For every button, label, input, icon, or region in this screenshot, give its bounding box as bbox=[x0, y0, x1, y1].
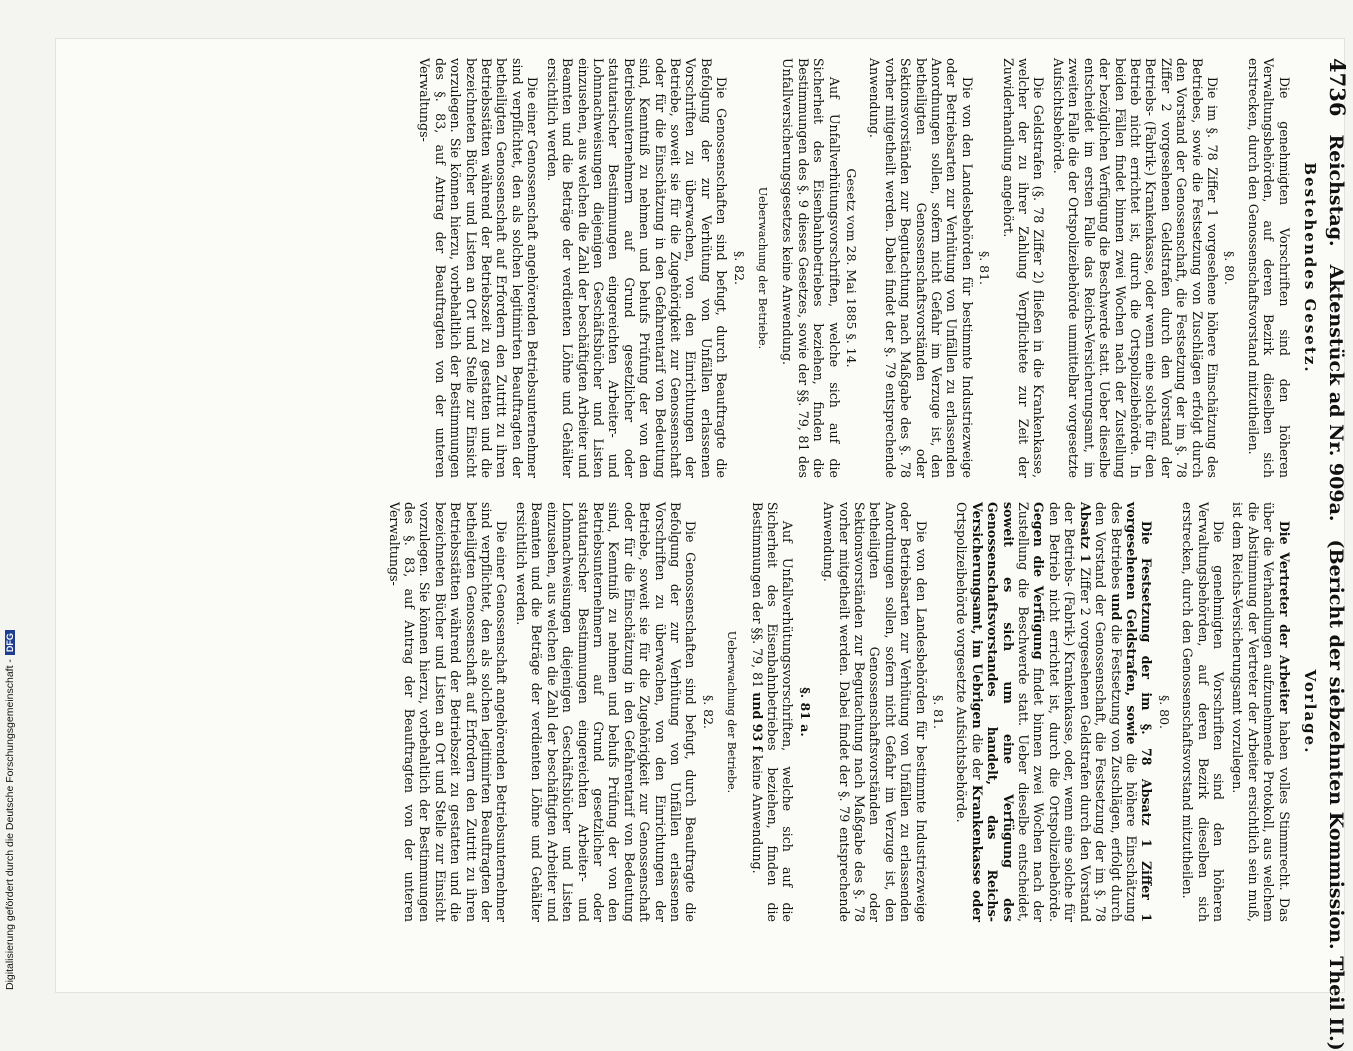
left-p81-text: Die von den Landesbehörden für bestimmte Industriezweige oder Betriebsarten zur Verhütung von Unfällen zu erlassenden Anordnungen sollen, sofern nicht Gefahr im Verzuge ist, den betheiligten Genossenschaftsvorständen oder Sektionsvorständen zur Begutachtung nach Maßgabe des §. 78 vorher mitgetheilt werden. Dabei findet der §. 79 entsprechende Anwendung. bbox=[867, 58, 975, 478]
left-gesetz-ref: Gesetz vom 28. Mai 1885 §. 14. bbox=[844, 168, 860, 368]
right-p80-text4: findet binnen zwei Wochen nach der Zustellung die Beschwerde statt. Ueber dieselbe entscheidet, bbox=[1016, 502, 1047, 923]
left-ueberwachung-heading: Ueberwachung der Betriebe. bbox=[756, 186, 769, 350]
right-intro2: Die genehmigten Vorschriften sind den höheren Verwaltungsbehörden, auf deren Bezirk dieselben sich erstrecken, durch den Genossenschaftsvorstand mitzutheilen. bbox=[1180, 502, 1226, 922]
right-ueberwachung-heading: Ueberwachung der Betriebe. bbox=[725, 630, 739, 794]
right-p80-bold5: soweit es sich um eine Verfügung des Genossenschaftsvorstandes handelt, das Reichs-Versicherungsamt, im Uebrigen bbox=[969, 502, 1016, 922]
right-p80-text6: Ortspolizeibehörde vorgesetzte Aufsichtsbehörde. bbox=[954, 502, 970, 823]
right-p82-text: Die Genossenschaften sind befugt, durch Beauftragte die Befolgung der zur Verhütung von Unfällen erlassenen Vorschriften zu überwachen, von den Einrichtungen der Betriebe, soweit sie für die Zugehörigkeit zur Genossenschaft oder für die Einschätzung in den Gefahrentarif von Bedeutung sind, Kenntniß zu nehmen und behufs Prüfung der von den Betriebsunternehmern auf Grund gesetzlicher oder statutarischer Bestimmungen eingereichten Arbeiter- und Lohnnachweisungen diejenigen Geschäftsbücher und Listen einzusehen, aus welchen die Zahl der beschäftigten Arbeiter und Beamten und die Beträge der verdienten Löhne und Gehälter ersichtlich werden. bbox=[513, 502, 699, 922]
right-p81a-text bbox=[749, 502, 795, 922]
right-intro1-bold: Die Vertreter der Arbeiter bbox=[1276, 520, 1292, 714]
header-reichstag: Reichstag. bbox=[1325, 134, 1347, 247]
left-p80-text: Die im §. 78 Ziffer 1 vorgesehene höhere Einschätzung des Betriebes, sowie die Festsetzung von Zuschlägen erfolgt durch den Vorstand der Genossenschaft, die Festsetzung der im §. 78 Ziffer 2 vorgesehenen Geldstrafen durch den Vorstand der Betriebs- (Fabrik-) Krankenkasse, oder wenn eine solche für den Betrieb nicht errichtet ist, durch die Ortspolizeibehörde. In beiden Fällen findet binnen zwei Wochen nach der Zustellung der bezüglichen Verfügung die Beschwerde statt. Ueber dieselbe entscheidet im ersten Falle das Reichs-Versicherungsamt, im zweiten Falle die der Ortspolizeibehörde unmittelbar vorgesetzte Aufsichtsbehörde. bbox=[1050, 58, 1220, 478]
right-p80-bold4: Gegen die Verfügung bbox=[1031, 502, 1047, 660]
right-p80-text bbox=[954, 502, 1154, 922]
left-p80-head: §. 80. bbox=[1222, 250, 1238, 286]
right-intro1 bbox=[1230, 502, 1292, 922]
left-p82-text2: Die einer Genossenschaft angehörenden Betriebsunternehmer sind verpflichtet, den als solchen legitimirten Beauftragten der betheiligten Genossenschaft auf Erfordern den Zutritt zu ihren Betriebsstätten während der Betriebszeit zu gestatten und die bezeichneten Bücher und Listen an Ort und Stelle zur Einsicht vorzulegen. Sie können hierzu, vorbehaltlich der Bestimmungen des §. 83, auf Antrag der Beauftragten von der unteren Verwaltungs- bbox=[417, 58, 541, 478]
right-p81-head: §. 81. bbox=[931, 694, 947, 730]
right-p80-text2: die Festsetzung von Zuschlägen, erfolgt durch den Vorstand der Genossenschaft, die Festsetzung der im §. 78 bbox=[1093, 502, 1124, 922]
left-p81-head: §. 81. bbox=[977, 250, 993, 286]
right-column-title: Vorlage. bbox=[1301, 669, 1319, 755]
right-p80-bold6: Krankenkasse oder bbox=[969, 784, 985, 922]
left-p82-text: Die Genossenschaften sind befugt, durch Beauftragte die Befolgung der zur Verhütung von Unfällen erlassenen Vorschriften zu überwachen, von den Einrichtungen der Betriebe, soweit sie für die Zugehörigkeit zur Genossenschaft oder für die Einschätzung in den Gefahrentarif von Bedeutung sind, Kenntniß zu nehmen und behufs Prüfung der von den Betriebsunternehmern auf Grund gesetzlicher oder statutarischer Bestimmungen eingereichten Arbeiter- und Lohnnachweisungen diejenigen Geschäftsbücher und Listen einzusehen, aus welchen die Zahl der beschäftigten Arbeiter und Beamten und die Beträge der verdienten Löhne und Gehälter ersichtlich werden. bbox=[544, 58, 730, 478]
scanned-page bbox=[55, 38, 1350, 1051]
digitization-credit bbox=[4, 630, 16, 990]
right-p80-bold2: und bbox=[1108, 593, 1124, 621]
right-p81a-head bbox=[797, 502, 812, 922]
left-p82-head: §. 82. bbox=[731, 250, 747, 286]
right-p80-text3: Ziffer 2 vorgesehenen Geldstrafen durch den Vorstand der Betriebs- (Fabrik-) Krankenkasse, oder, wenn eine solche für den Betrieb nicht errichtet ist, durch die Ortspolizeibehörde. bbox=[1046, 502, 1093, 922]
page-number: 4736 bbox=[1325, 58, 1350, 117]
right-p81a-bold: und 93 f bbox=[749, 692, 765, 752]
left-p80-geldstrafen: Die Geldstrafen (§. 78 Ziffer 2) fließen in die Krankenkasse, welcher der zu ihrer Zahlung Verpflichtete zur Zeit der Zuwiderhandlung angehört. bbox=[1000, 58, 1047, 478]
header-bericht: (Bericht der siebzehnten Kommission. Theil II.) bbox=[1325, 539, 1347, 1051]
right-p80-bold3: Absatz 1 bbox=[1077, 502, 1093, 563]
right-p81-text: Die von den Landesbehörden für bestimmte Industriezweige oder Betriebsarten zur Verhütung von Unfällen zu erlassenden Anordnungen sollen, sofern nicht Gefahr im Verzuge ist, den betheiligten Genossenschaftsvorständen oder Sektionsvorständen zur Begutachtung nach Maßgabe des §. 78 vorher mitgetheilt werden. Dabei findet der §. 79 entsprechende Anwendung. bbox=[821, 502, 929, 922]
left-intro: Die genehmigten Vorschriften sind den höheren Verwaltungsbehörden, auf deren Bezirk dieselben sich erstrecken, durch den Genossenschaftsvorstand mitzutheilen. bbox=[1245, 58, 1292, 478]
left-column-title: Bestehendes Gesetz. bbox=[1301, 162, 1319, 374]
page-header bbox=[1319, 58, 1350, 1051]
right-p80-head: §. 80. bbox=[1156, 694, 1172, 730]
credit-text: Digitalisierung gefördert durch die Deutsche Forschungsgemeinschaft - bbox=[4, 659, 16, 990]
right-p81a-text1: Auf Unfallverhütungsvorschriften, welche sich auf die Sicherheit des Eisenbahnbetriebes beziehen, finden die Bestimmungen der §§. 79, 81 bbox=[749, 502, 796, 922]
right-column-vorlage bbox=[382, 502, 1319, 922]
left-column-bestehendes-gesetz bbox=[382, 58, 1319, 478]
right-intro1-text: haben volles Stimmrecht. Das über die Verhandlungen aufzunehmende Protokoll, aus welchem die Abstimmung der Vertreter der Arbeiter ersichtlich sein muß, ist dem Reichs-Versicherungsamt vorzulegen. bbox=[1230, 502, 1292, 922]
right-p81a-text2: keine Anwendung. bbox=[749, 755, 765, 874]
page-content bbox=[150, 58, 1350, 1051]
header-aktenstueck: Aktenstück ad Nr. 909a. bbox=[1325, 264, 1347, 522]
right-p81a-head-text: §. 81 a. bbox=[797, 687, 813, 737]
right-p82-head: §. 82. bbox=[700, 694, 716, 730]
dfg-logo: DFG bbox=[5, 630, 15, 655]
left-gesetz-text: Auf Unfallverhütungsvorschriften, welche sich auf die Sicherheit des Eisenbahnbetriebes beziehen, finden die Bestimmungen des §. 9 dieses Gesetzes, sowie der §§. 79, 81 des Unfallversicherungsgesetzes keine Anwendung. bbox=[780, 58, 842, 478]
right-p80-text5: die der bbox=[969, 733, 985, 780]
right-p80-bold1: Die Festsetzung der im §. 78 Absatz 1 Ziffer 1 vorgesehenen Geldstrafen, sowie bbox=[1123, 502, 1155, 922]
right-p80-text1: die höhere Einschätzung des Betriebes bbox=[1108, 502, 1139, 922]
right-p82-text2: Die einer Genossenschaft angehörenden Betriebsunternehmer sind verpflichtet, den als solchen legitimirten Beauftragten der betheiligten Genossenschaft auf Erfordern den Zutritt zu ihren Betriebsstätten während der Betriebszeit zu gestatten und die bezeichneten Bücher und Listen an Ort und Stelle zur Einsicht vorzulegen. Sie können hierzu, vorbehaltlich der Bestimmungen des §. 83, auf Antrag der Beauftragten von der unteren Verwaltungs- bbox=[386, 502, 510, 922]
